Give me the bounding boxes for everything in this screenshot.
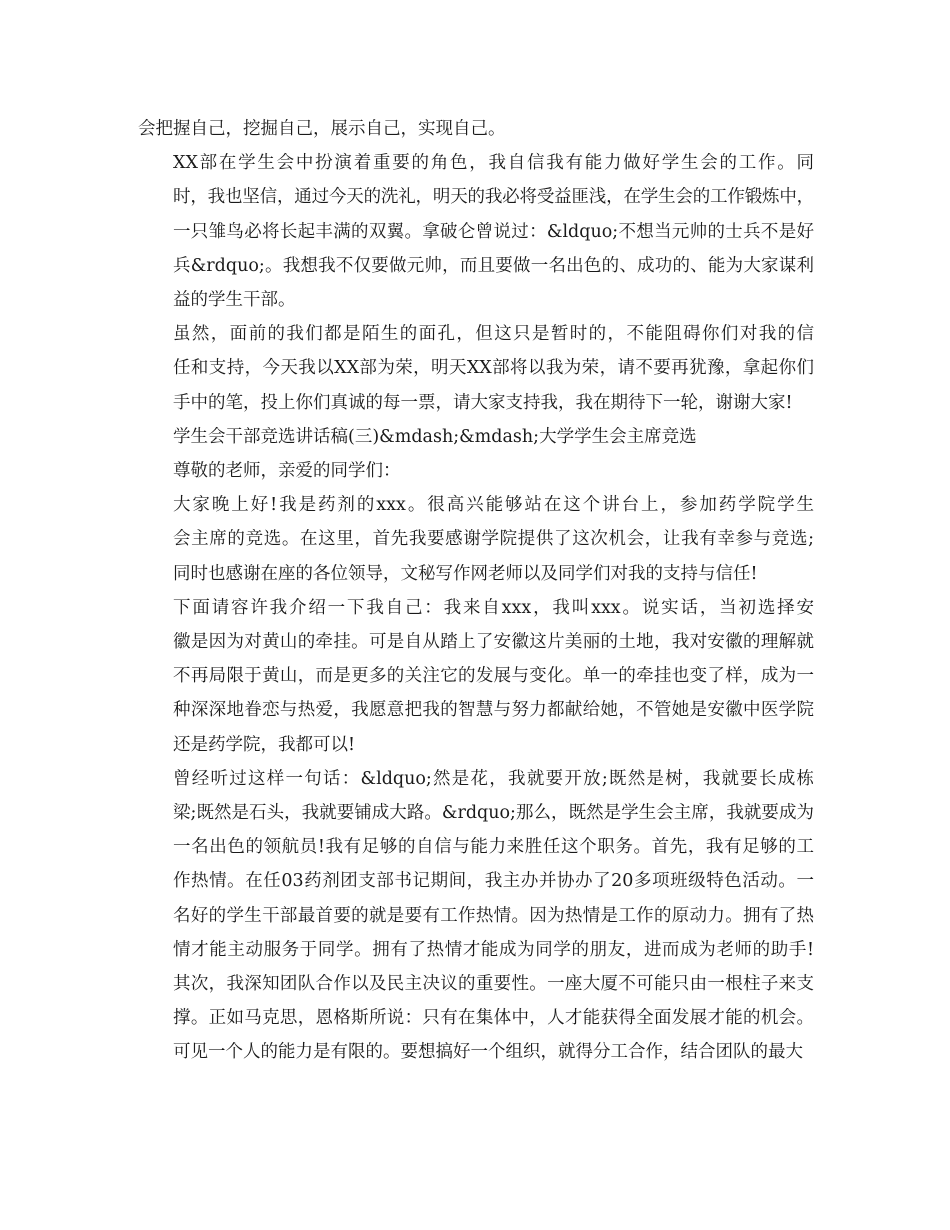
text-line: 作热情。在任03药剂团支部书记期间，我主办并协办了20多项班级特色活动。一 bbox=[173, 871, 814, 892]
text-line: 还是药学院，我都可以! bbox=[173, 734, 356, 755]
paragraph bbox=[138, 112, 814, 146]
text-line: 同时也感谢在座的各位领导，文秘写作网老师以及同学们对我的支持与信任! bbox=[173, 563, 758, 584]
text-line: 一只雏鸟必将长起丰满的双翼。拿破仑曾说过：&ldquo;不想当元帅的士兵不是好 bbox=[173, 221, 814, 242]
text-line: 会主席的竞选。在这里，首先我要感谢学院提供了这次机会，让我有幸参与竞选; bbox=[173, 529, 814, 550]
text-line: 时，我也坚信，通过今天的洗礼，明天的我必将受益匪浅，在学生会的工作锻炼中， bbox=[173, 187, 814, 208]
text-line: 徽是因为对黄山的牵挂。可是自从踏上了安徽这片美丽的土地，我对安徽的理解就 bbox=[173, 632, 814, 653]
paragraph bbox=[138, 420, 814, 454]
text-line: 撑。正如马克思，恩格斯所说：只有在集体中，人才能获得全面发展才能的机会。 bbox=[173, 1008, 814, 1029]
document-body bbox=[138, 112, 814, 1070]
paragraph bbox=[138, 454, 814, 488]
text-line: 情才能主动服务于同学。拥有了热情才能成为同学的朋友，进而成为老师的助手! bbox=[173, 939, 814, 960]
text-line: 会把握自己，挖掘自己，展示自己，实现自己。 bbox=[138, 119, 506, 139]
paragraph bbox=[138, 317, 814, 420]
text-line: 其次，我深知团队合作以及民主决议的重要性。一座大厦不可能只由一根柱子来支 bbox=[173, 974, 814, 995]
paragraph bbox=[138, 762, 814, 1070]
text-line: 曾经听过这样一句话：&ldquo;然是花，我就要开放;既然是树，我就要长成栋 bbox=[173, 768, 814, 789]
text-line: 益的学生干部。 bbox=[173, 290, 296, 311]
text-line: 名好的学生干部最首要的就是要有工作热情。因为热情是工作的原动力。拥有了热 bbox=[173, 905, 814, 926]
text-line: 兵&rdquo;。我想我不仅要做元帅，而且要做一名出色的、成功的、能为大家谋利 bbox=[173, 255, 814, 276]
text-line: 不再局限于黄山，而是更多的关注它的发展与变化。单一的牵挂也变了样，成为一 bbox=[173, 666, 814, 687]
text-line: 可见一个人的能力是有限的。要想搞好一个组织，就得分工合作，结合团队的最大 bbox=[173, 1042, 803, 1063]
text-line: 尊敬的老师，亲爱的同学们： bbox=[173, 461, 401, 482]
text-line: 一名出色的领航员!我有足够的自信与能力来胜任这个职务。首先，我有足够的工 bbox=[173, 837, 814, 858]
text-line: 下面请容许我介绍一下我自己：我来自xxx，我叫xxx。说实话，当初选择安 bbox=[173, 597, 814, 618]
text-line: 大家晚上好!我是药剂的xxx。很高兴能够站在这个讲台上，参加药学院学生 bbox=[173, 495, 814, 516]
text-line: 手中的笔，投上你们真诚的每一票，请大家支持我，我在期待下一轮，谢谢大家! bbox=[173, 392, 793, 413]
text-line: 学生会干部竞选讲话稿(三)&mdash;&mdash;大学学生会主席竞选 bbox=[173, 426, 697, 447]
paragraph bbox=[138, 488, 814, 591]
paragraph bbox=[138, 146, 814, 317]
text-line: 虽然，面前的我们都是陌生的面孔，但这只是暂时的，不能阻碍你们对我的信 bbox=[173, 324, 814, 345]
text-line: XX部在学生会中扮演着重要的角色，我自信我有能力做好学生会的工作。同 bbox=[173, 153, 814, 174]
text-line: 任和支持，今天我以XX部为荣，明天XX部将以我为荣，请不要再犹豫，拿起你们 bbox=[173, 358, 814, 379]
paragraph bbox=[138, 591, 814, 762]
text-line: 种深深地眷恋与热爱，我愿意把我的智慧与努力都献给她，不管她是安徽中医学院 bbox=[173, 700, 814, 721]
text-line: 梁;既然是石头，我就要铺成大路。&rdquo;那么，既然是学生会主席，我就要成为 bbox=[173, 803, 814, 824]
